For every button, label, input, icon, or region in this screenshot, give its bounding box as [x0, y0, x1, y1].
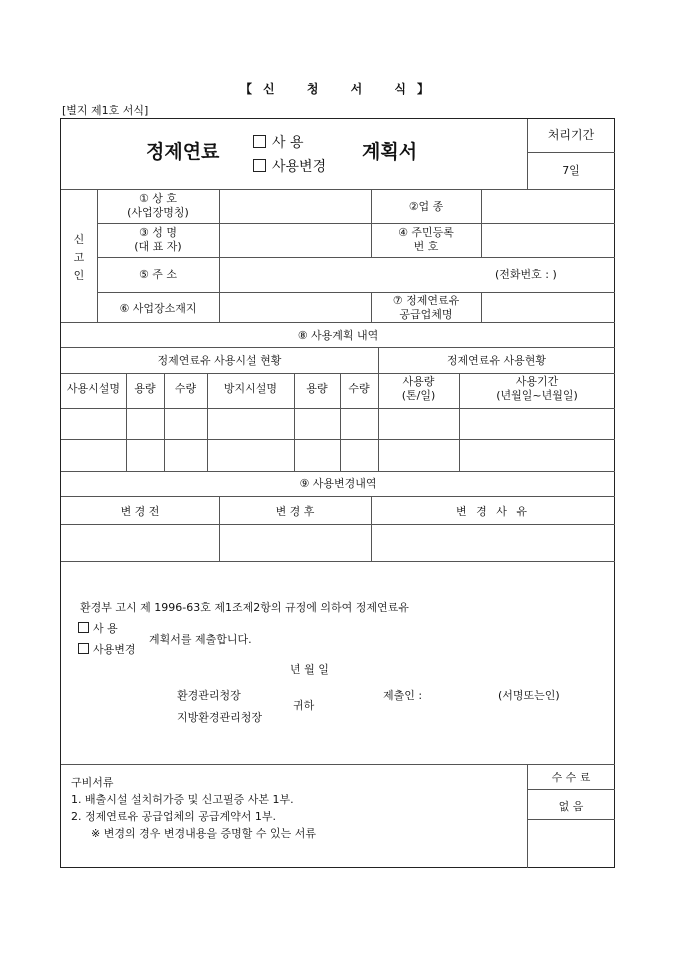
- recipient-1: 환경관리청장: [177, 689, 241, 702]
- attachment-item-1: 1. 배출시설 설치허가증 및 신고필증 사본 1부.: [71, 793, 294, 806]
- plan-table-row[interactable]: [61, 440, 615, 470]
- change-reason-header: 변 경 사 유: [456, 505, 530, 518]
- change-before-header: 변 경 전: [120, 505, 160, 518]
- use-checkbox[interactable]: [253, 135, 266, 148]
- name-label: ③ 성 명: [138, 226, 178, 239]
- page-title: 【신 청 서 식】: [240, 82, 440, 96]
- submit-text: 계획서를 제출합니다.: [149, 633, 252, 646]
- phone-label: (전화번호 : ): [495, 268, 557, 281]
- col-usage-amount-unit: (톤/일): [401, 389, 436, 402]
- change-after-field[interactable]: [220, 525, 371, 560]
- col-usage-amount: 사용량: [402, 375, 435, 388]
- fee-label: 수 수 료: [551, 771, 591, 784]
- supplier-field[interactable]: [482, 293, 615, 322]
- submitter-label: 제출인 :: [383, 689, 423, 702]
- decl-use-checkbox[interactable]: [78, 622, 89, 633]
- plan-section-title: ⑧ 사용계획 내역: [297, 329, 379, 342]
- signature-label: (서명또는인): [498, 689, 560, 702]
- title-option-use: 사 용: [253, 135, 304, 150]
- fee-value: 없 음: [558, 800, 584, 813]
- resident-no-label: ④ 주민등록: [398, 226, 454, 239]
- processing-period-label: 처리기간: [547, 128, 595, 142]
- trade-name-field[interactable]: [220, 190, 370, 223]
- submission-date: 년 월 일: [290, 663, 329, 676]
- form-title-main: 정제연료: [146, 141, 220, 163]
- processing-period-value: 7일: [562, 164, 580, 177]
- col-facility-name: 사용시설명: [66, 382, 121, 395]
- col-prevention-quantity: 수량: [348, 382, 370, 395]
- facility-group-header: 정제연료유 사용시설 현황: [157, 354, 282, 367]
- recipient-2: 지방환경관리청장: [177, 711, 263, 724]
- col-capacity: 용량: [134, 382, 156, 395]
- address-field[interactable]: [220, 258, 490, 292]
- resident-no-field[interactable]: [482, 224, 615, 257]
- title-option-change: 사용변경: [253, 159, 326, 174]
- change-checkbox[interactable]: [253, 159, 266, 172]
- submitter-field[interactable]: [433, 685, 493, 703]
- name-sub: (대 표 자): [134, 240, 182, 253]
- col-prevention-name: 방지시설명: [223, 382, 278, 395]
- form-number: [별지 제1호 서식]: [62, 104, 149, 117]
- site-address-label: ⑥ 사업장소재지: [119, 302, 197, 315]
- change-after-header: 변 경 후: [275, 505, 315, 518]
- business-type-label: ②업 종: [408, 200, 444, 213]
- plan-table-row[interactable]: [61, 409, 615, 439]
- representative-name-field[interactable]: [220, 224, 370, 257]
- change-before-field[interactable]: [61, 525, 219, 560]
- col-prevention-capacity: 용량: [306, 382, 328, 395]
- change-section-title: ⑨ 사용변경내역: [299, 477, 377, 490]
- trade-name-sub: (사업장명칭): [127, 206, 189, 219]
- usage-group-header: 정제연료유 사용현황: [446, 354, 547, 367]
- site-address-field[interactable]: [220, 293, 370, 322]
- col-usage-period-unit: (년월일~년월일): [496, 389, 578, 402]
- attachments-title: 구비서류: [71, 776, 114, 789]
- form-title-suffix: 계획서: [362, 141, 418, 163]
- address-label: ⑤ 주 소: [138, 268, 178, 281]
- change-reason-field[interactable]: [372, 525, 615, 560]
- supplier-label: ⑦ 정제연료유: [392, 294, 460, 307]
- resident-no-sub: 번 호: [413, 240, 439, 253]
- col-usage-period: 사용기간: [515, 375, 559, 388]
- attachment-item-2: 2. 정제연료유 공급업체의 공급계약서 1부.: [71, 810, 276, 823]
- application-form: [60, 118, 615, 868]
- trade-name-label: ① 상 호: [138, 192, 178, 205]
- decl-change-checkbox[interactable]: [78, 643, 89, 654]
- business-type-field[interactable]: [482, 190, 615, 223]
- decl-option-use: 사 용: [78, 622, 118, 635]
- applicant-side-label: 신고인: [73, 233, 85, 282]
- supplier-sub: 공급업체명: [399, 308, 453, 321]
- attachment-note: ※ 변경의 경우 변경내용을 증명할 수 있는 서류: [91, 827, 316, 840]
- declaration-statement: 환경부 고시 제 1996-63호 제1조제2항의 규정에 의하여 정제연료유: [80, 601, 409, 614]
- col-quantity: 수량: [174, 382, 197, 395]
- honorific: 귀하: [293, 699, 315, 712]
- decl-option-change: 사용변경: [78, 643, 136, 656]
